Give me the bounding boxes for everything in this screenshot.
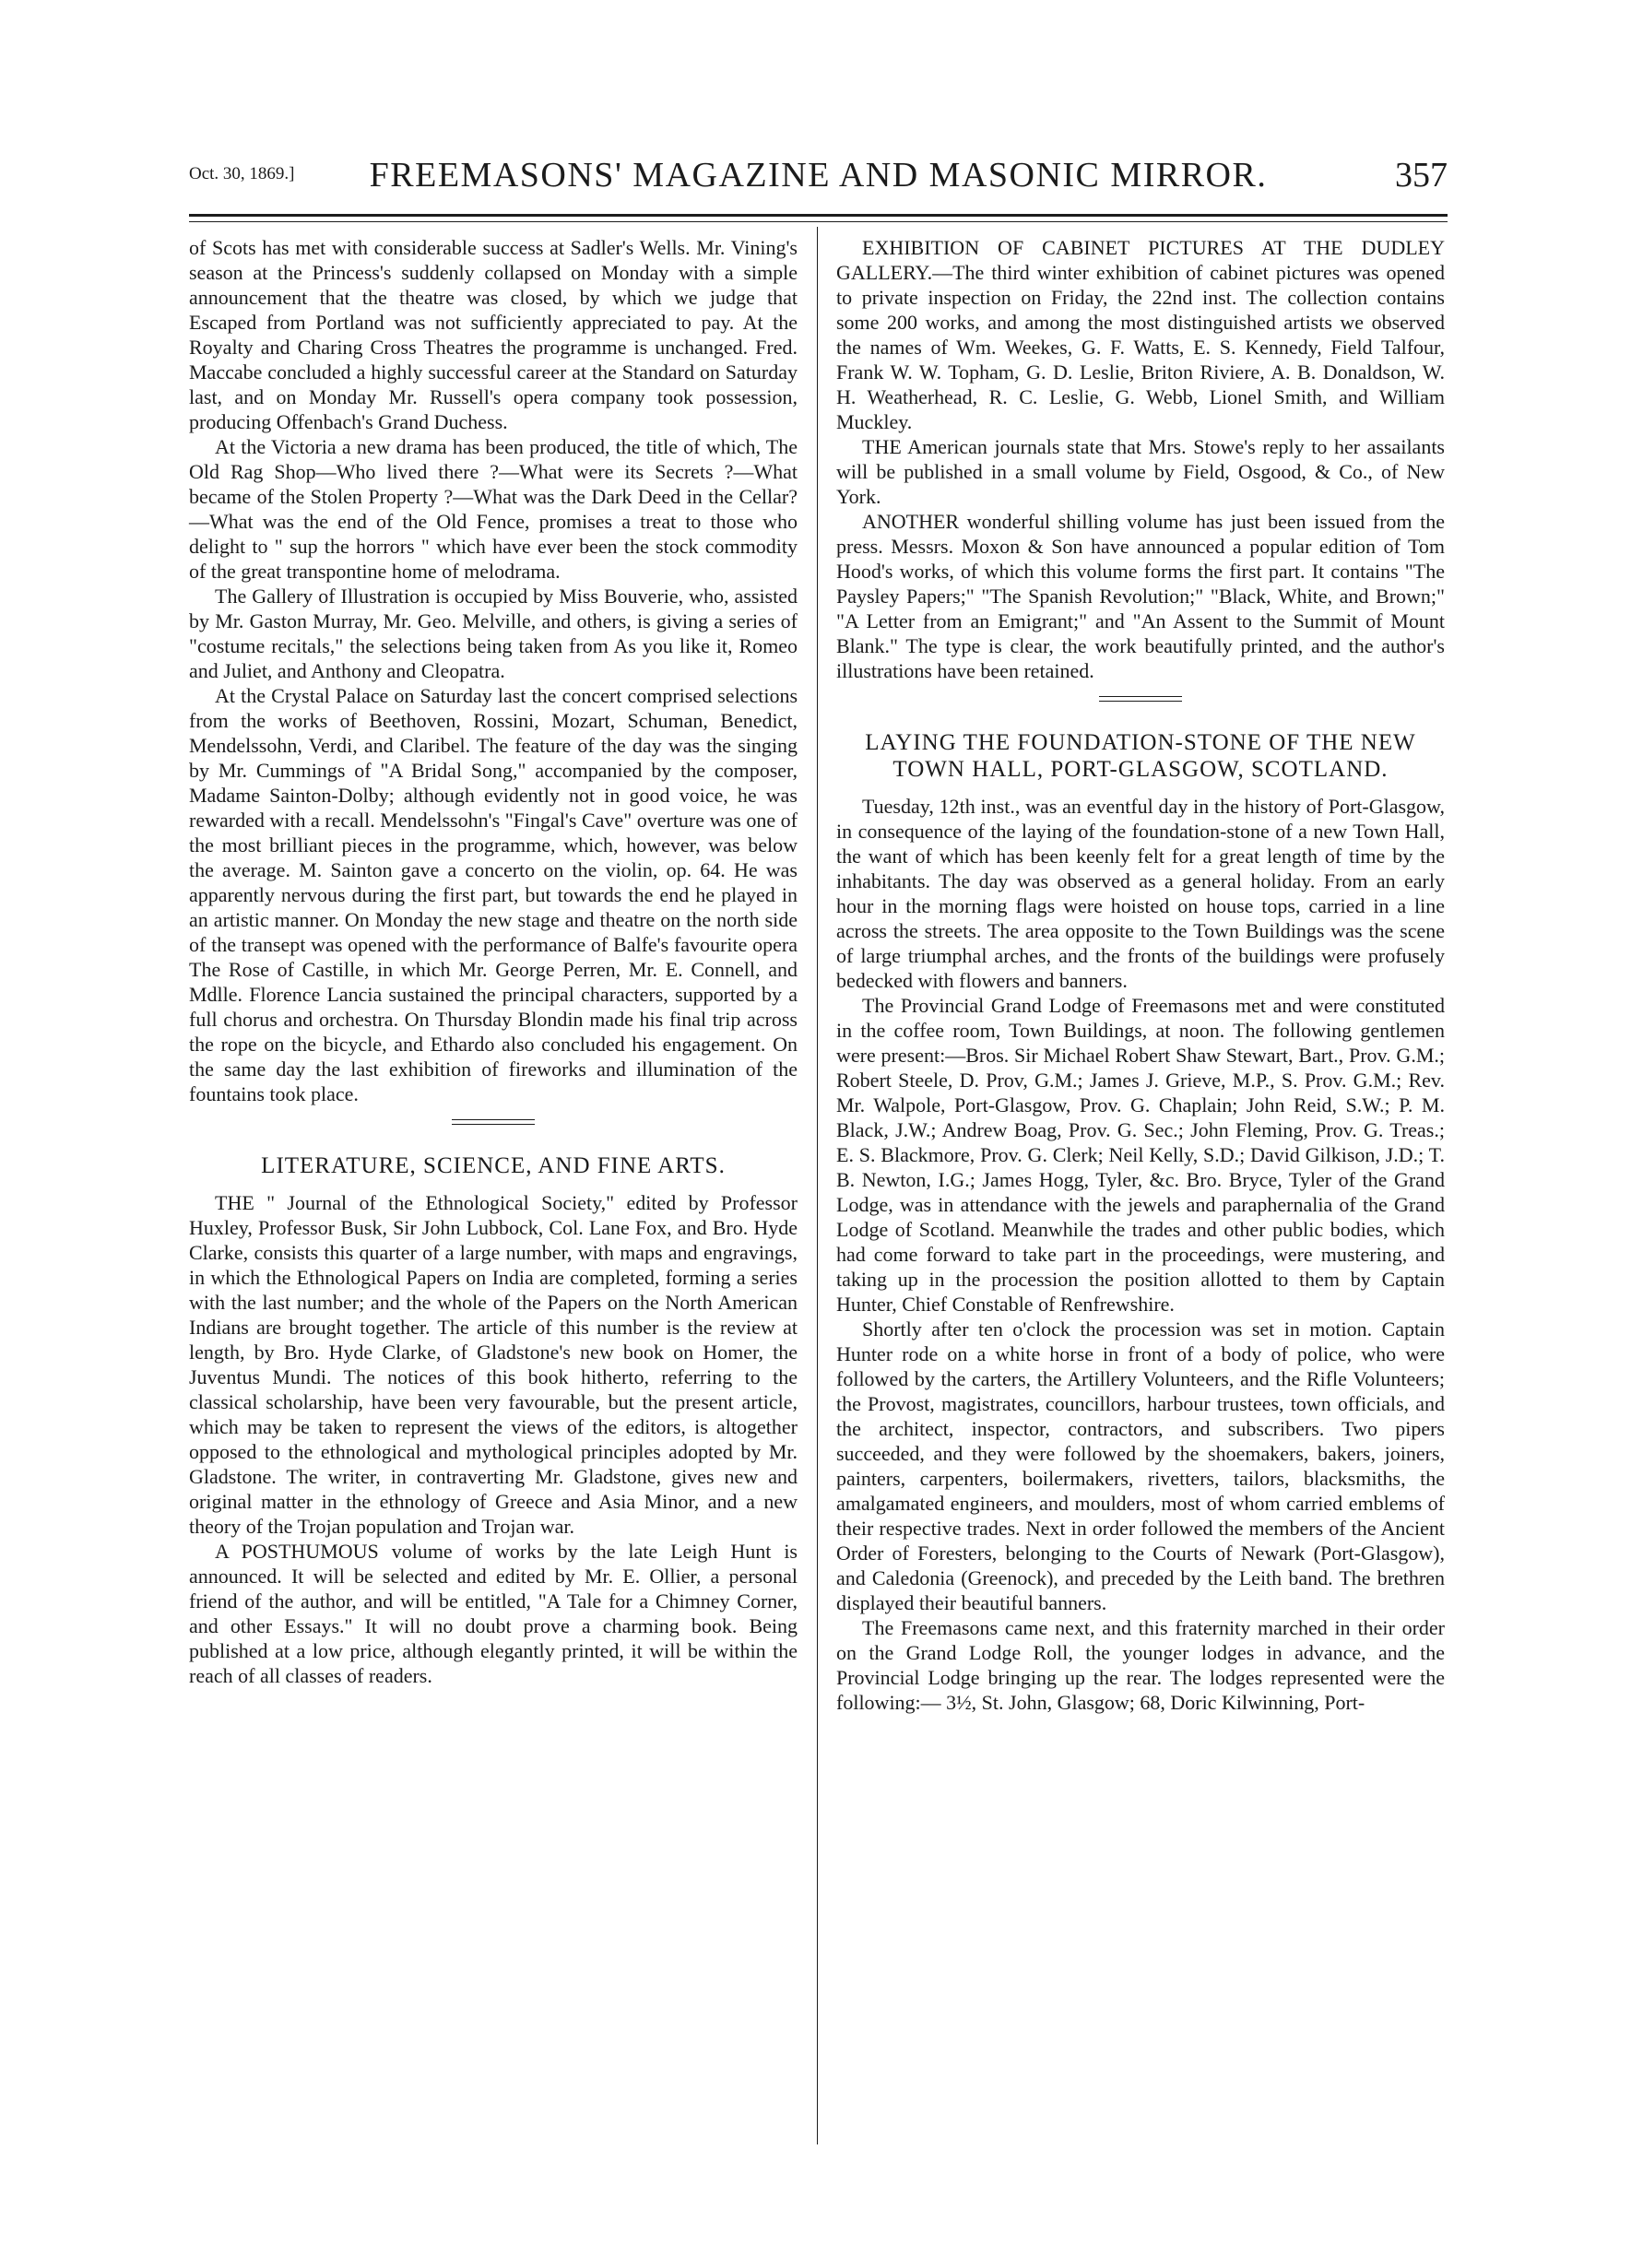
art-paragraph: THE American journals state that Mrs. Stowe's reply to her assailants will be published in a small volume by Field, Osgood, & Co., of New York. — [836, 435, 1445, 508]
literature-paragraph: A POSTHUMOUS volume of works by the late Leigh Hunt is announced. It will be selected and edited by Mr. E. Ollier, a personal friend of the author, and will be entitled, "A Tale for a Chimney Corner, and other Essays." It will no doubt prove a charming book. Being published at a low price, although elegantly printed, it will be within the reach of all classes of readers. — [189, 1540, 798, 1687]
header-rule-thick — [189, 214, 1448, 217]
section-divider — [452, 1119, 535, 1125]
town-hall-paragraph: Tuesday, 12th inst., was an eventful day in the history of Port-Glasgow, in consequence of the laying of the foundation-stone of a new Town Hall, the want of which has been keenly felt for a great length of time by the inhabitants. The day was observed as a general holiday. From an early hour in the morning flags were hoisted on house tops, carried in a line across the streets. The area opposite to the Town Buildings was the scene of large triumphal arches, and the fronts of the buildings were profusely bedecked with flowers and banners. — [836, 795, 1445, 992]
issue-date: Oct. 30, 1869.] — [189, 164, 295, 183]
left-column — [189, 235, 798, 1688]
art-paragraph: EXHIBITION OF CABINET PICTURES AT THE DUDLEY GALLERY.—The third winter exhibition of cabinet pictures was opened to private inspection on Friday, the 22nd inst. The collection contains some 200 works, and among the most distinguished artists we observed the names of Wm. Weekes, G. F. Watts, E. S. Kennedy, Field Talfour, Frank W. W. Topham, G. D. Leslie, Briton Riviere, A. B. Donaldson, W. H. Weatherhead, R. C. Leslie, G. Webb, Lionel Smith, and William Muckley. — [836, 236, 1445, 433]
drama-paragraph: of Scots has met with considerable success at Sadler's Wells. Mr. Vining's season at the Princess's suddenly collapsed on Monday with a simple announcement that the theatre was closed, by which we judge that Escaped from Portland was not sufficiently appreciated to pay. At the Royalty and Charing Cross Theatres the programme is unchanged. Fred. Maccabe concluded a highly successful career at the Standard on Saturday last, and on Monday Mr. Russell's opera company took possession, producing Offenbach's Grand Duchess. — [189, 236, 798, 433]
town-hall-heading: LAYING THE FOUNDATION-STONE OF THE NEW TOWN HALL, PORT-GLASGOW, SCOTLAND. — [865, 730, 1416, 782]
magazine-title: FREEMASONS' MAGAZINE AND MASONIC MIRROR. — [369, 156, 1268, 195]
page-header — [189, 155, 1448, 210]
town-hall-paragraph: The Freemasons came next, and this fraternity marched in their order on the Grand Lodge Roll, the younger lodges in advance, and the Provincial Lodge bringing up the rear. The lodges represented were the following:— 3½, St. John, Glasgow; 68, Doric Kilwinning, Port- — [836, 1616, 1445, 1714]
drama-paragraph: The Gallery of Illustration is occupied by Miss Bouverie, who, assisted by Mr. Gaston Murray, Mr. Geo. Melville, and others, is giving a series of "costume recitals," the selections being taken from As you like it, Romeo and Juliet, and Anthony and Cleopatra. — [189, 585, 798, 682]
art-paragraph: ANOTHER wonderful shilling volume has just been issued from the press. Messrs. Moxon & Son have announced a popular edition of Tom Hood's works, of which this volume forms the first part. It contains "The Paysley Papers;" "The Spanish Revolution;" "Black, White, and Brown;" "A Letter from an Emigrant;" and "An Assent to the Summit of Mount Blank." The type is clear, the work beautifully printed, and the author's illustrations have been retained. — [836, 510, 1445, 682]
town-hall-paragraph: The Provincial Grand Lodge of Freemasons met and were constituted in the coffee room, Town Buildings, at noon. The following gentlemen were present:—Bros. Sir Michael Robert Shaw Stewart, Bart., Prov. G.M.; Robert Steele, D. Prov, G.M.; James J. Grieve, M.P., S. Prov. G.M.; Rev. Mr. Walpole, Port-Glasgow, Prov. G. Chaplain; John Reid, S.W.; P. M. Black, J.W.; Andrew Boag, Prov. G. Sec.; John Fleming, Prov. G. Treas.; E. S. Blackmore, Prov. G. Clerk; Neil Kelly, S.D.; David Gilkison, J.D.; T. B. Newton, I.G.; James Hogg, Tyler, &c. Bro. Bryce, Tyler of the Grand Lodge, was in attendance with the jewels and paraphernalia of the Grand Lodge of Scotland. Meanwhile the trades and other public bodies, which had come forward to take part in the proceedings, were mustering, and taking up in the procession the position allotted to them by Captain Hunter, Chief Constable of Renfrewshire. — [836, 994, 1445, 1316]
right-column — [836, 235, 1445, 1715]
town-hall-paragraph: Shortly after ten o'clock the procession was set in motion. Captain Hunter rode on a white horse in front of a body of police, who were followed by the carters, the Artillery Volunteers, and the Rifle Volunteers; the Provost, magistrates, councillors, harbour trustees, town officials, and the architect, inspector, contractors, and subscribers. Two pipers succeeded, and they were followed by the shoemakers, bakers, joiners, painters, carpenters, boilermakers, rivetters, tailors, blacksmiths, the amalgamated engineers, and moulders, most of whom carried emblems of their respective trades. Next in order followed the members of the Ancient Order of Foresters, belonging to the Courts of Newark (Port-Glasgow), and Caledonia (Greenock), and preceded by the Leith band. The brethren displayed their beautiful banners. — [836, 1317, 1445, 1614]
drama-paragraph: At the Crystal Palace on Saturday last the concert comprised selections from the works of Beethoven, Rossini, Mozart, Schuman, Benedict, Mendelssohn, Verdi, and Claribel. The feature of the day was the singing by Mr. Cummings of "A Bridal Song," accompanied by the composer, Madame Sainton-Dolby; although evidently not in good voice, he was rewarded with a recall. Mendelssohn's "Fingal's Cave" overture was one of the most brilliant pieces in the programme, which, however, was below the average. M. Sainton gave a concerto on the violin, op. 64. He was apparently nervous during the first part, but towards the end he played in an artistic manner. On Monday the new stage and theatre on the north side of the transept was opened with the performance of Balfe's favourite opera The Rose of Castille, in which Mr. George Perren, Mr. E. Connell, and Mdlle. Florence Lancia sustained the principal characters, supported by a full chorus and orchestra. On Thursday Blondin made his final trip across the rope on the bicycle, and Ethardo also concluded his engagement. On the same day the last exhibition of fireworks and illumination of the fountains took place. — [189, 684, 798, 1105]
header-rule-thin — [189, 221, 1448, 222]
drama-paragraph: At the Victoria a new drama has been produced, the title of which, The Old Rag Shop—Who lived there ?—What were its Secrets ?—What became of the Stolen Property ?—What was the Dark Deed in the Cellar?—What was the end of the Old Fence, promises a treat to those who delight to " sup the horrors " which have ever been the stock commodity of the great transpontine home of melodrama. — [189, 435, 798, 583]
literature-paragraph: THE " Journal of the Ethnological Society," edited by Professor Huxley, Professor Busk, Sir John Lubbock, Col. Lane Fox, and Bro. Hyde Clarke, consists this quarter of a large number, with maps and engravings, in which the Ethnological Papers on India are completed, forming a series with the last number; and the whole of the Papers on the North American Indians are brought together. The article of this number is the review at length, by Bro. Hyde Clarke, of Gladstone's new book on Homer, the Juventus Mundi. The notices of this book hitherto, referring to the classical scholarship, have been very favourable, but the present article, which may be taken to represent the views of the editors, is altogether opposed to the ethnological and mythological principles adopted by Mr. Gladstone. The writer, in contraverting Mr. Gladstone, gives new and original matter in the ethnology of Greece and Asia Minor, and a new theory of the Trojan population and Trojan war. — [189, 1191, 798, 1538]
literature-heading: LITERATURE, SCIENCE, AND FINE ARTS. — [261, 1153, 726, 1178]
column-divider — [817, 227, 818, 2144]
page-number: 357 — [1395, 156, 1448, 195]
section-divider — [1099, 696, 1182, 702]
